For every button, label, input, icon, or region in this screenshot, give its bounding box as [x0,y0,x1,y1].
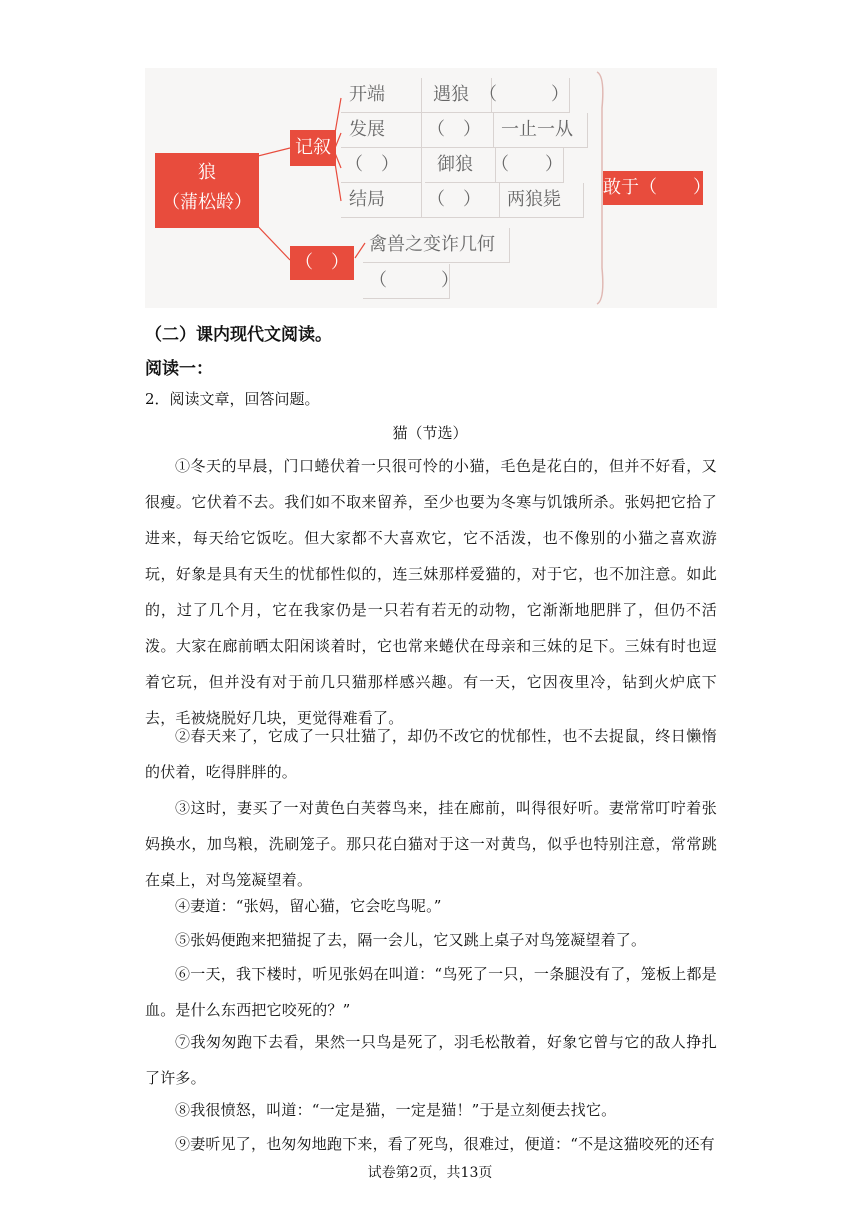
row4-col1: 结局 [341,183,422,218]
paragraph-9: ⑨妻听见了，也匆匆地跑下来，看了死鸟，很难过，便道：“不是这猫咬死的还有 [175,1135,715,1153]
paragraph-8: ⑧我很愤怒，叫道：“一定是猫，一定是猫！”于是立刻便去找它。 [175,1101,617,1119]
branch-narrative: 记叙 [290,130,336,166]
lower-row2: （ ） [363,264,450,299]
row1-col3: （ ） [479,78,570,113]
page-footer: 试卷第2页，共13页 [367,1165,493,1181]
paragraph-3: ③这时，妻买了一对黄色白芙蓉鸟来，挂在廊前，叫得很好听。妻常常叮咛着张妈换水，加鸟粮，洗刷笼子。那只花白猫对于这一对黄鸟，似乎也特别注意，常常跳在桌上，对鸟笼凝望着。 [145,799,717,889]
center-node [155,153,259,228]
paragraph-7: ⑦我匆匆跑下去看，果然一只鸟是死了，羽毛松散着，好象它曾与它的敌人挣扎了许多。 [145,1033,717,1087]
lower-row1: 禽兽之变诈几何 [363,228,510,263]
paragraph-4: ④妻道：“张妈，留心猫，它会吃鸟呢。” [175,897,442,915]
row2-col1: 发展 [341,113,422,148]
center-author: （蒲松龄） [162,192,252,213]
paragraph-1: ①冬天的早晨，门口蜷伏着一只很可怜的小猫，毛色是花白的，但并不好看，又很瘦。它伏着不去。我们如不取来留养，至少也要为冬寒与饥饿所杀。张妈把它拾了进来，每天给它饭吃。但大家都不大喜欢它，它不活泼，也不像别的小猫之喜欢游玩，好象是具有天生的忧郁性似的，连三妹那样爱猫的，对于它，也不加注意。如此的，过了几个月，它在我家仍是一只若有若无的动物，它渐渐地肥胖了，但仍不活泼。大家在廊前晒太阳闲谈着时，它也常来蜷伏在母亲和三妹的足下。三妹有时也逗着它玩，但并没有对于前几只猫那样感兴趣。有一天，它因夜里冷，钻到火炉底下去，毛被烧脱好几块，更觉得难看了。 [145,457,717,727]
row3-col2: 御狼 [425,148,496,183]
structure-diagram [145,68,717,308]
row1-col2: 遇狼 [421,78,492,113]
summary-box: 敢于（ ） [603,171,703,205]
section-heading: （二）课内现代文阅读。 [145,325,332,345]
branch-blank: （ ） [290,246,354,280]
paragraph-2: ②春天来了，它成了一只壮猫了，却仍不改它的忧郁性，也不去捉鼠，终日懒惰的伏着，吃得胖胖的。 [145,727,717,781]
article-title: 猫（节选） [392,424,468,442]
row2-col2: （ ） [421,113,494,148]
row1-col1: 开端 [341,78,422,113]
row4-col3: 两狼毙 [499,183,584,218]
row3-col3: （ ） [491,148,564,183]
reading-heading: 阅读一： [145,359,213,379]
question-prompt: 2．阅读文章，回答问题。 [145,390,320,408]
row3-col1: （ ） [341,148,422,183]
paragraph-6: ⑥一天，我下楼时，听见张妈在叫道：“鸟死了一只，一条腿没有了，笼板上都是血。是什么东西把它咬死的？” [145,965,717,1019]
center-title: 狼 [198,162,216,183]
row4-col2: （ ） [421,183,500,218]
paragraph-5: ⑤张妈便跑来把猫捉了去，隔一会儿，它又跳上桌子对鸟笼凝望着了。 [175,931,647,949]
row2-col3: 一止一从 [493,113,588,148]
